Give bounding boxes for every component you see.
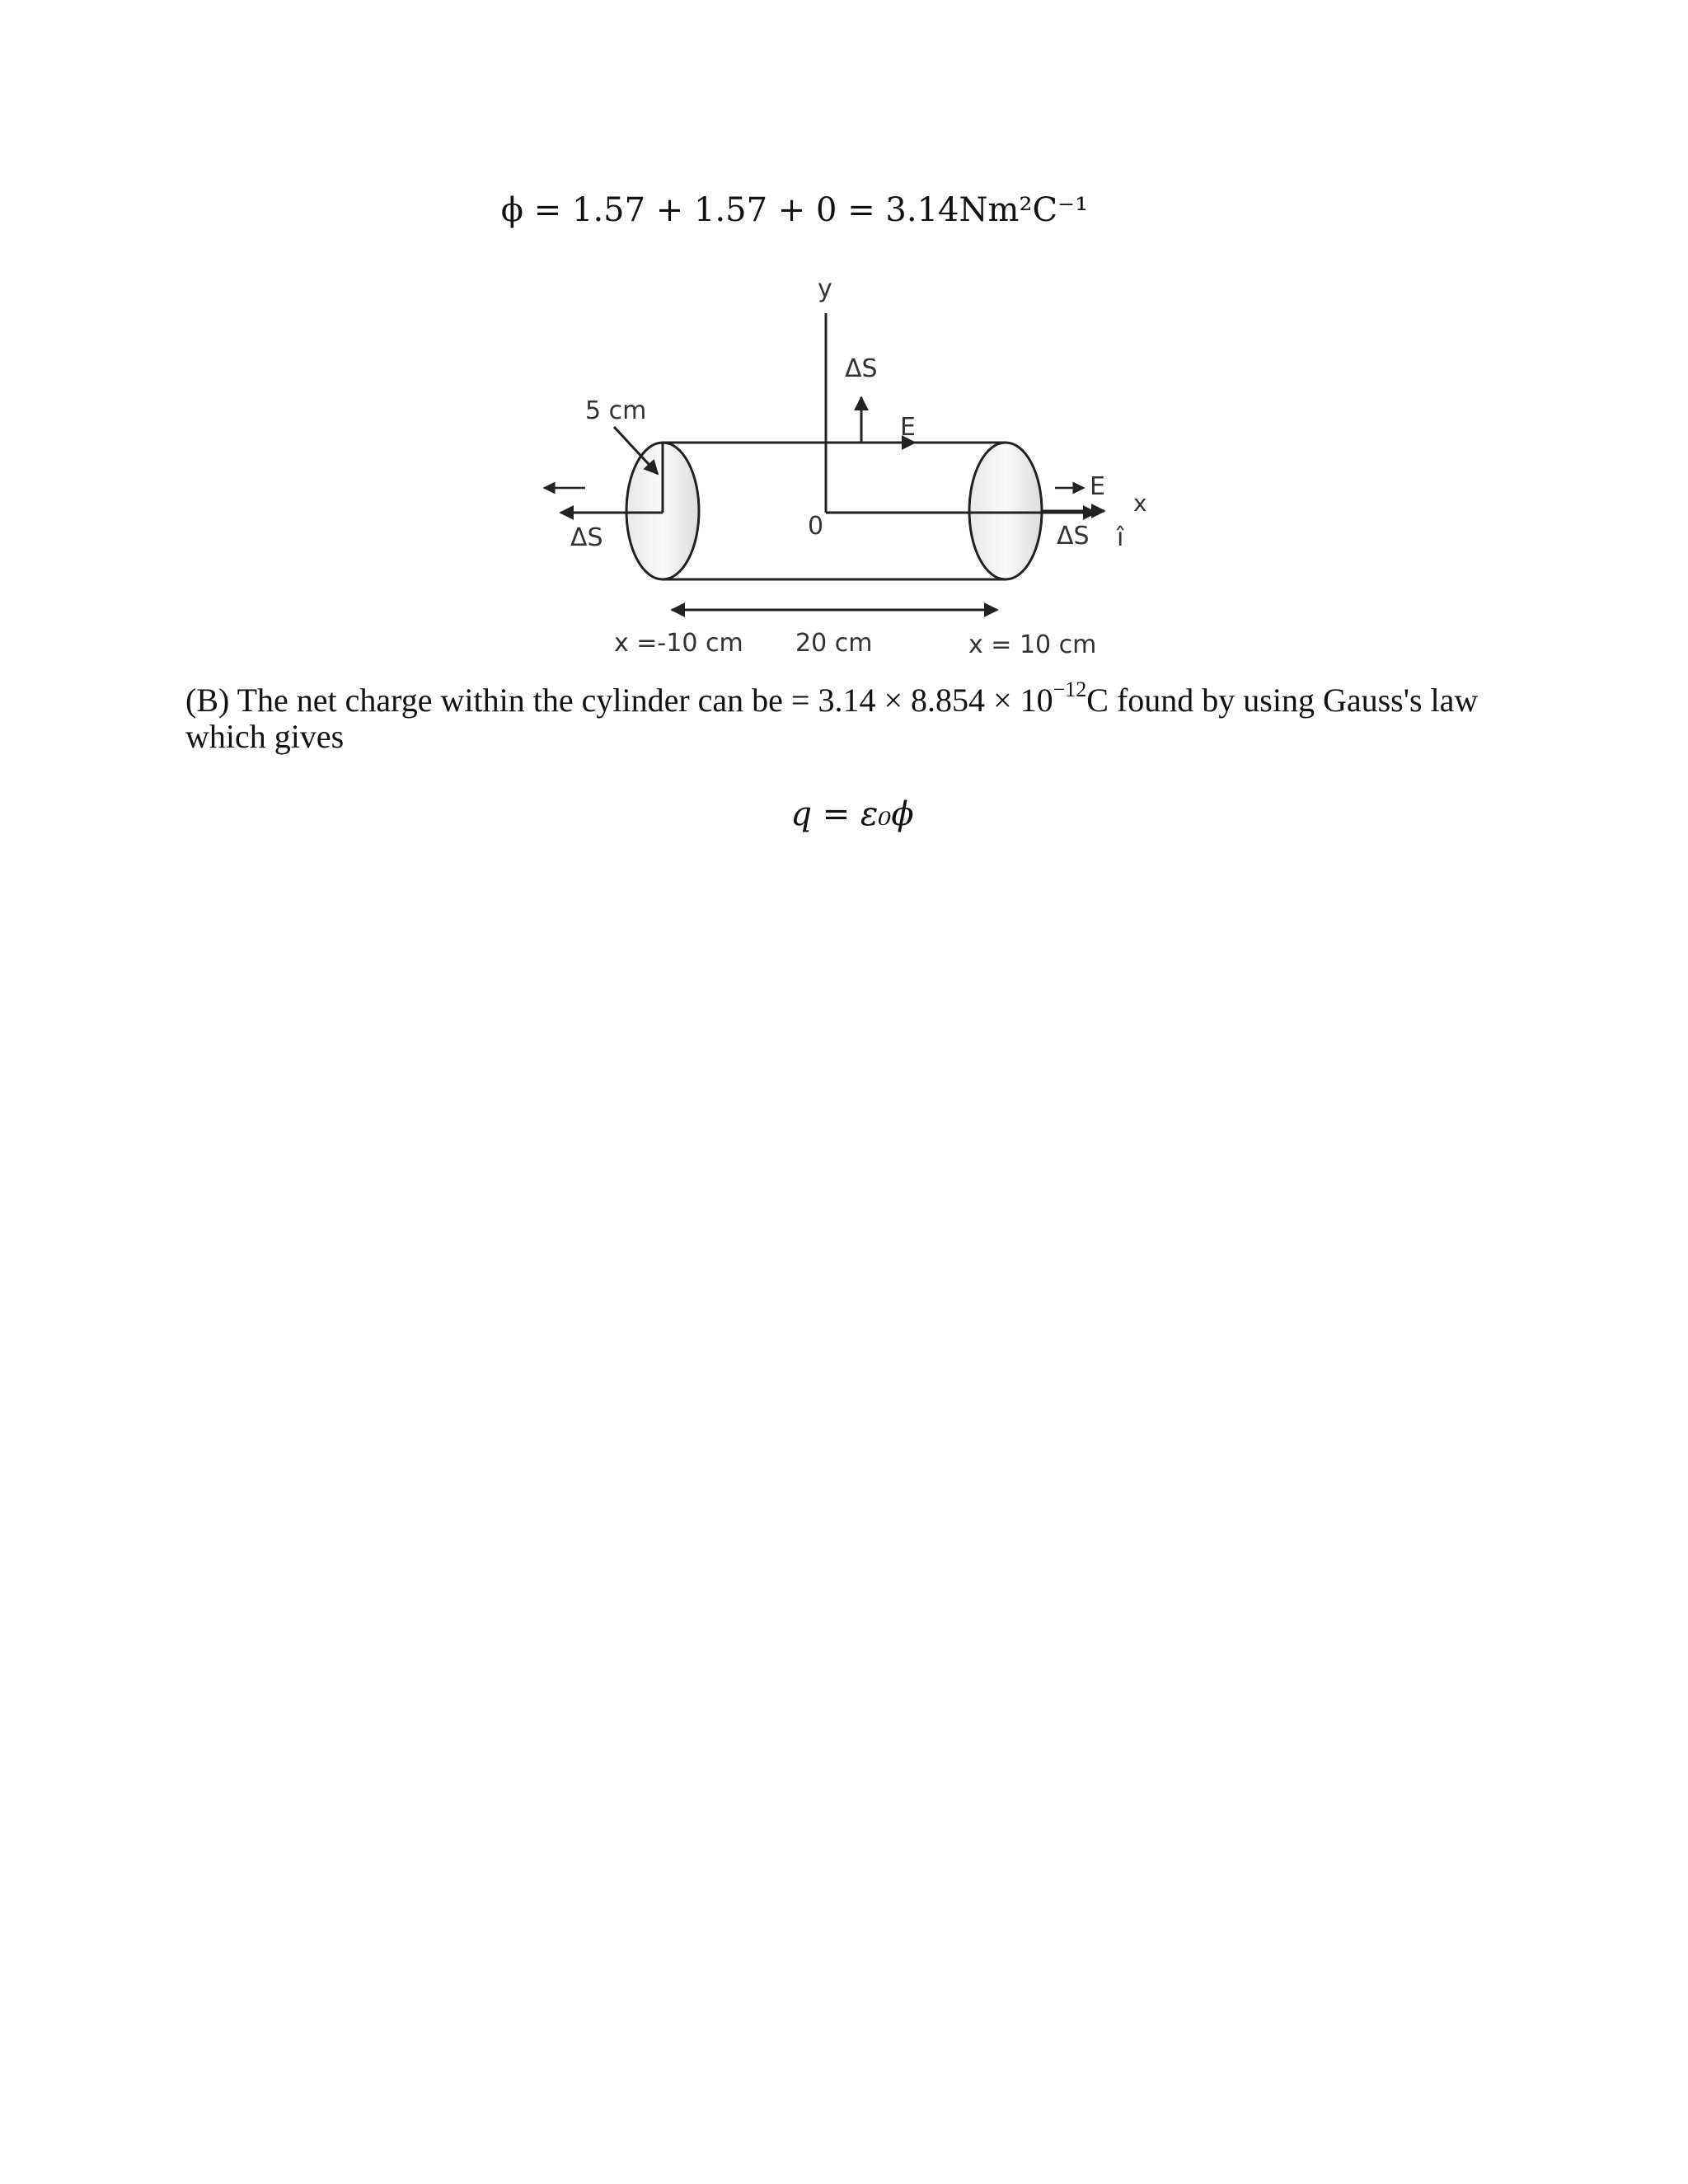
gauss-law-equation-text: q = ε₀ϕ — [790, 795, 914, 833]
cylinder-diagram-svg — [528, 272, 1187, 668]
right-area-label: ΔS — [1057, 522, 1090, 551]
x-axis-label: x — [1133, 490, 1147, 517]
paragraph-text-after: C found by using Gauss's law which gives — [185, 682, 1479, 755]
left-position-label: x =-10 cm — [614, 629, 743, 658]
length-label: 20 cm — [795, 629, 873, 658]
top-field-label: E — [900, 413, 916, 442]
gauss-law-equation — [0, 795, 1688, 833]
right-end-cap — [969, 443, 1042, 579]
net-charge-paragraph — [185, 677, 1521, 755]
left-area-label: ΔS — [570, 523, 603, 552]
paragraph-exponent: −12 — [1053, 677, 1087, 701]
flux-equation — [0, 191, 1688, 229]
origin-label: 0 — [808, 512, 824, 541]
flux-equation-text: ϕ = 1.57 + 1.57 + 0 = 3.14Nm²C⁻¹ — [500, 191, 1089, 229]
paragraph-text-before: (B) The net charge within the cylinder can be = 3.14 × 8.854 × 10 — [185, 682, 1053, 719]
radius-label: 5 cm — [585, 396, 647, 425]
unit-vector-label: î — [1117, 523, 1124, 552]
right-position-label: x = 10 cm — [968, 630, 1097, 659]
cylinder-diagram — [528, 272, 1187, 668]
right-field-label: E — [1090, 472, 1105, 501]
top-area-label: ΔS — [845, 354, 878, 383]
y-axis-label: y — [818, 274, 832, 303]
